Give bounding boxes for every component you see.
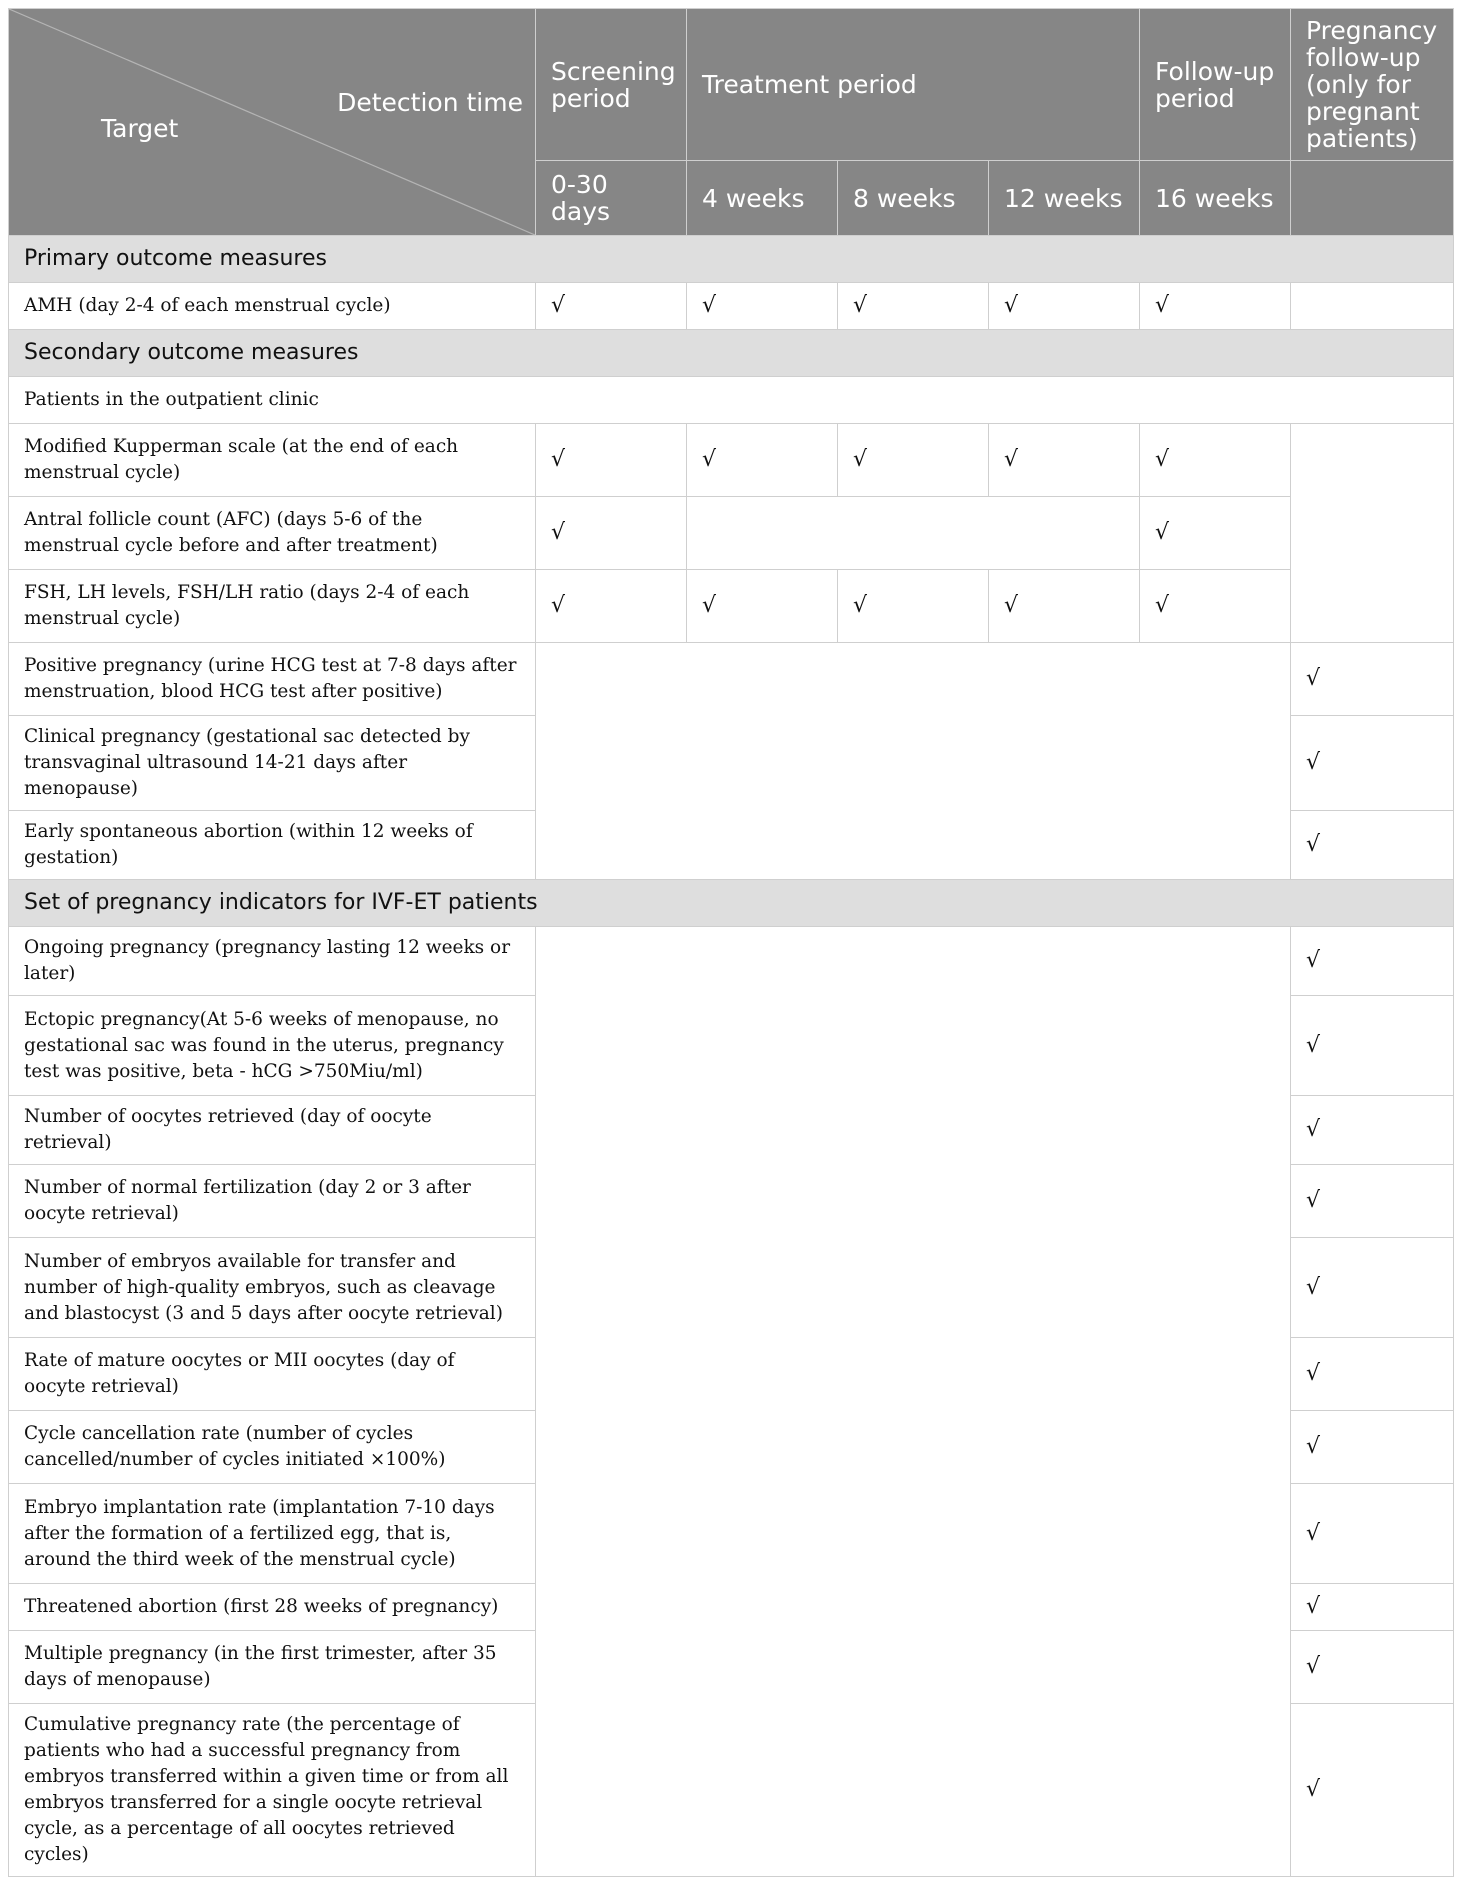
check-mark: √: [1140, 497, 1291, 570]
check-mark: √: [536, 570, 687, 643]
empty-cell: [687, 497, 1140, 570]
follow-up-period-header: Follow-up period: [1140, 9, 1291, 161]
time-header-4-weeks: 4 weeks: [687, 161, 838, 236]
measure-label: Ongoing pregnancy (pregnancy lasting 12 weeks or later): [9, 927, 536, 996]
time-header-8-weeks: 8 weeks: [838, 161, 989, 236]
table-row: [9, 424, 1454, 497]
check-mark: √: [1291, 716, 1454, 811]
target-label: Target: [101, 114, 179, 143]
time-header-0-30-days: 0-30 days: [536, 161, 687, 236]
table-row: [9, 570, 1454, 643]
check-mark: √: [536, 497, 687, 570]
check-mark: √: [1140, 283, 1291, 330]
measure-label: Rate of mature oocytes or MII oocytes (day of oocyte retrieval): [9, 1338, 536, 1411]
screening-period-header: Screening period: [536, 9, 687, 161]
check-mark: √: [687, 424, 838, 497]
measure-label: Embryo implantation rate (implantation 7-10 days after the formation of a fertilized egg, that is, around the third week of the menstrual cycle): [9, 1484, 536, 1584]
table-row: [9, 927, 1454, 996]
measure-label: Cycle cancellation rate (number of cycles cancelled/number of cycles initiated ×100%): [9, 1411, 536, 1484]
treatment-period-header: Treatment period: [687, 9, 1140, 161]
table-row: [9, 643, 1454, 716]
time-header-empty: [1291, 161, 1454, 236]
table-row: [9, 283, 1454, 330]
table-row: [9, 377, 1454, 424]
measure-label: Modified Kupperman scale (at the end of each menstrual cycle): [9, 424, 536, 497]
check-mark: √: [536, 283, 687, 330]
section-row-primary: [9, 236, 1454, 283]
measure-label: Number of normal fertilization (day 2 or 3 after oocyte retrieval): [9, 1165, 536, 1238]
check-mark: √: [1140, 424, 1291, 497]
corner-header-cell: [9, 9, 536, 236]
measure-label: Number of oocytes retrieved (day of oocyte retrieval): [9, 1096, 536, 1165]
measure-label: Ectopic pregnancy(At 5-6 weeks of menopause, no gestational sac was found in the uterus, pregnancy test was positive, beta - hCG >750Miu/ml): [9, 996, 536, 1096]
check-mark: √: [838, 283, 989, 330]
check-mark: √: [838, 424, 989, 497]
check-mark: √: [1291, 1238, 1454, 1338]
check-mark: √: [989, 424, 1140, 497]
pregnancy-follow-up-header: Pregnancy follow-up (only for pregnant patients): [1291, 9, 1454, 161]
check-mark: √: [536, 424, 687, 497]
subgroup-label: Patients in the outpatient clinic: [9, 377, 1454, 424]
outcome-schedule-table: [8, 8, 1454, 1877]
check-mark: √: [1291, 1704, 1454, 1877]
time-header-16-weeks: 16 weeks: [1140, 161, 1291, 236]
empty-cell: [536, 643, 1291, 880]
measure-label: Early spontaneous abortion (within 12 weeks of gestation): [9, 811, 536, 880]
check-mark: √: [1291, 1165, 1454, 1238]
empty-cell: [1291, 424, 1454, 643]
time-header-12-weeks: 12 weeks: [989, 161, 1140, 236]
measure-label: Positive pregnancy (urine HCG test at 7-8 days after menstruation, blood HCG test after positive): [9, 643, 536, 716]
section-title: Primary outcome measures: [9, 236, 1454, 283]
check-mark: √: [1291, 996, 1454, 1096]
section-title: Set of pregnancy indicators for IVF-ET patients: [9, 880, 1454, 927]
measure-label: FSH, LH levels, FSH/LH ratio (days 2-4 of each menstrual cycle): [9, 570, 536, 643]
detection-time-label: Detection time: [337, 88, 523, 117]
check-mark: √: [1291, 643, 1454, 716]
check-mark: √: [1291, 1484, 1454, 1584]
check-mark: √: [1291, 1338, 1454, 1411]
measure-label: Antral follicle count (AFC) (days 5-6 of the menstrual cycle before and after treatment): [9, 497, 536, 570]
check-mark: √: [989, 283, 1140, 330]
check-mark: √: [1140, 570, 1291, 643]
measure-label: AMH (day 2-4 of each menstrual cycle): [9, 283, 536, 330]
check-mark: √: [1291, 1584, 1454, 1631]
check-mark: √: [1291, 1411, 1454, 1484]
table-row: [9, 497, 1454, 570]
empty-cell: [536, 927, 1291, 1877]
check-mark: √: [1291, 927, 1454, 996]
measure-label: Multiple pregnancy (in the first trimester, after 35 days of menopause): [9, 1631, 536, 1704]
section-row-ivf: [9, 880, 1454, 927]
empty-cell: [1291, 283, 1454, 330]
check-mark: √: [1291, 1631, 1454, 1704]
measure-label: Cumulative pregnancy rate (the percentage of patients who had a successful pregnancy from embryos transferred within a given time or from all embryos transferred for a single oocyte retrieval cycle, as a percentage of all oocytes retrieved cycles): [9, 1704, 536, 1877]
measure-label: Number of embryos available for transfer and number of high-quality embryos, such as cleavage and blastocyst (3 and 5 days after oocyte retrieval): [9, 1238, 536, 1338]
check-mark: √: [1291, 811, 1454, 880]
measure-label: Clinical pregnancy (gestational sac detected by transvaginal ultrasound 14-21 days after menopause): [9, 716, 536, 811]
check-mark: √: [687, 570, 838, 643]
check-mark: √: [838, 570, 989, 643]
check-mark: √: [687, 283, 838, 330]
check-mark: √: [1291, 1096, 1454, 1165]
check-mark: √: [989, 570, 1140, 643]
measure-label: Threatened abortion (first 28 weeks of pregnancy): [9, 1584, 536, 1631]
section-title: Secondary outcome measures: [9, 330, 1454, 377]
header-row-periods: [9, 9, 1454, 161]
diagonal-divider: [9, 9, 535, 235]
section-row-secondary: [9, 330, 1454, 377]
